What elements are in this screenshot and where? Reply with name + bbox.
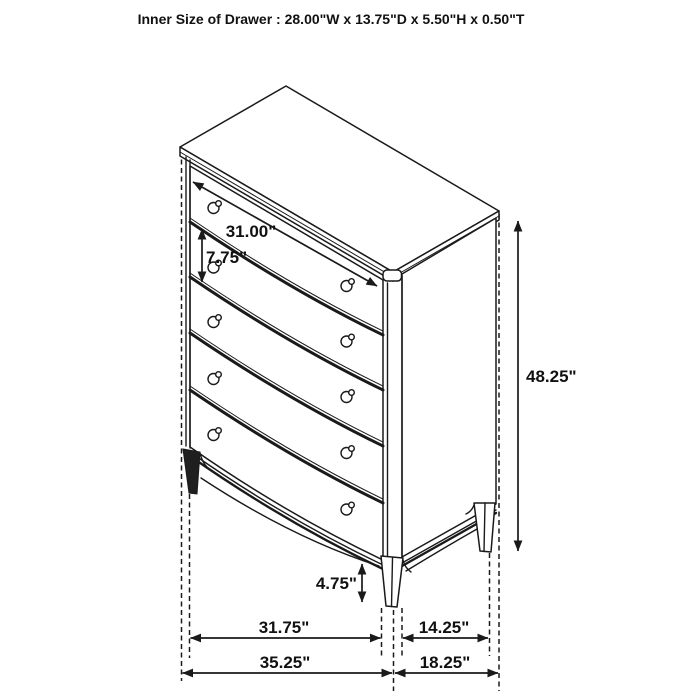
back-right-leg-edge — [484, 503, 485, 552]
dimension-label-overall-depth: 18.25" — [419, 653, 471, 672]
dimension-label-drawer-height: 7.75" — [206, 248, 248, 267]
front-right-post-cap — [383, 270, 402, 281]
dimension-label-side-leg-span: 14.25" — [418, 618, 470, 637]
front-right-leg-edge — [392, 558, 393, 607]
dimension-label-overall-width: 35.25" — [259, 653, 311, 672]
dimension-label-front-leg-span: 31.75" — [258, 618, 310, 637]
dimension-label-leg-height: 4.75" — [315, 574, 357, 593]
page-title: Inner Size of Drawer : 28.00"W x 13.75"D x 5.50"H x 0.50"T — [137, 11, 525, 27]
dimension-label-overall-height: 48.25" — [526, 367, 577, 386]
dimension-label-drawer-width: 31.00" — [225, 222, 277, 241]
